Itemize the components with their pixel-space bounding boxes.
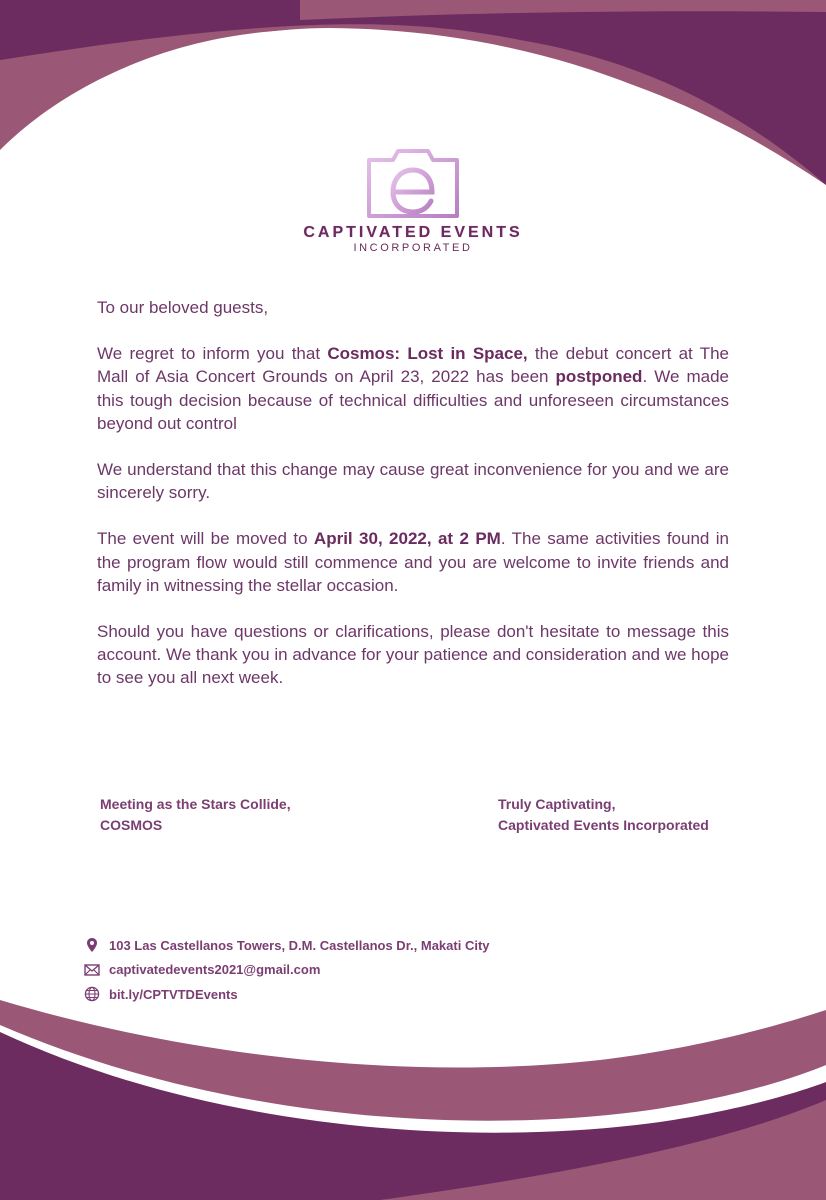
web-link-text[interactable]: bit.ly/CPTVTDEvents bbox=[109, 986, 238, 1002]
p1-text-2: the debut concert at The Mall of Asia Concert Grounds on April 23, 2022 has been bbox=[97, 344, 730, 387]
contact-address bbox=[84, 933, 490, 958]
camera-e-logo-icon bbox=[363, 148, 463, 220]
letter-body bbox=[97, 296, 729, 713]
company-logo bbox=[0, 148, 826, 254]
paragraph-closing: Should you have questions or clarifications, please don't hesitate to message this account. We thank you in advance for your patience and consideration and we hope to see you all next week. bbox=[97, 622, 729, 688]
signoff-left bbox=[100, 794, 291, 836]
event-name: Cosmos: Lost in Space, bbox=[327, 344, 528, 364]
email-text[interactable]: captivatedevents2021@gmail.com bbox=[109, 962, 321, 978]
p1-text-3: . We made this tough decision because of technical difficulties and unforeseen circumstances beyond out control bbox=[97, 367, 730, 433]
paragraph-new-date bbox=[97, 527, 729, 597]
signoff-left-line2: COSMOS bbox=[100, 817, 163, 833]
company-name: CAPTIVATED EVENTS bbox=[303, 224, 523, 241]
signoff-right-line2: Captivated Events Incorporated bbox=[498, 817, 709, 833]
paragraph-apology: We understand that this change may cause great inconvenience for you and we are sincerely sorry. bbox=[97, 460, 729, 503]
greeting: To our beloved guests, bbox=[97, 298, 269, 317]
signoff-right bbox=[498, 794, 709, 836]
company-subtitle: INCORPORATED bbox=[353, 242, 473, 254]
new-date: April 30, 2022, at 2 PM bbox=[313, 529, 501, 549]
postponed-word: postponed bbox=[555, 367, 643, 387]
location-pin-icon bbox=[84, 937, 100, 953]
paragraph-postponement bbox=[97, 342, 729, 435]
signoff-left-line1: Meeting as the Stars Collide, bbox=[100, 796, 291, 812]
p3-text-1: The event will be moved to bbox=[97, 529, 314, 549]
bottom-decorative-swoosh bbox=[0, 970, 826, 1200]
p1-text-1: We regret to inform you that bbox=[97, 344, 328, 364]
signoff-right-line1: Truly Captivating, bbox=[498, 796, 616, 812]
address-text: 103 Las Castellanos Towers, D.M. Castellanos Dr., Makati City bbox=[109, 937, 490, 953]
p3-text-2: . The same activities found in the program flow would still commence and you are welcome to invite friends and family in witnessing the stellar occasion. bbox=[97, 529, 729, 595]
